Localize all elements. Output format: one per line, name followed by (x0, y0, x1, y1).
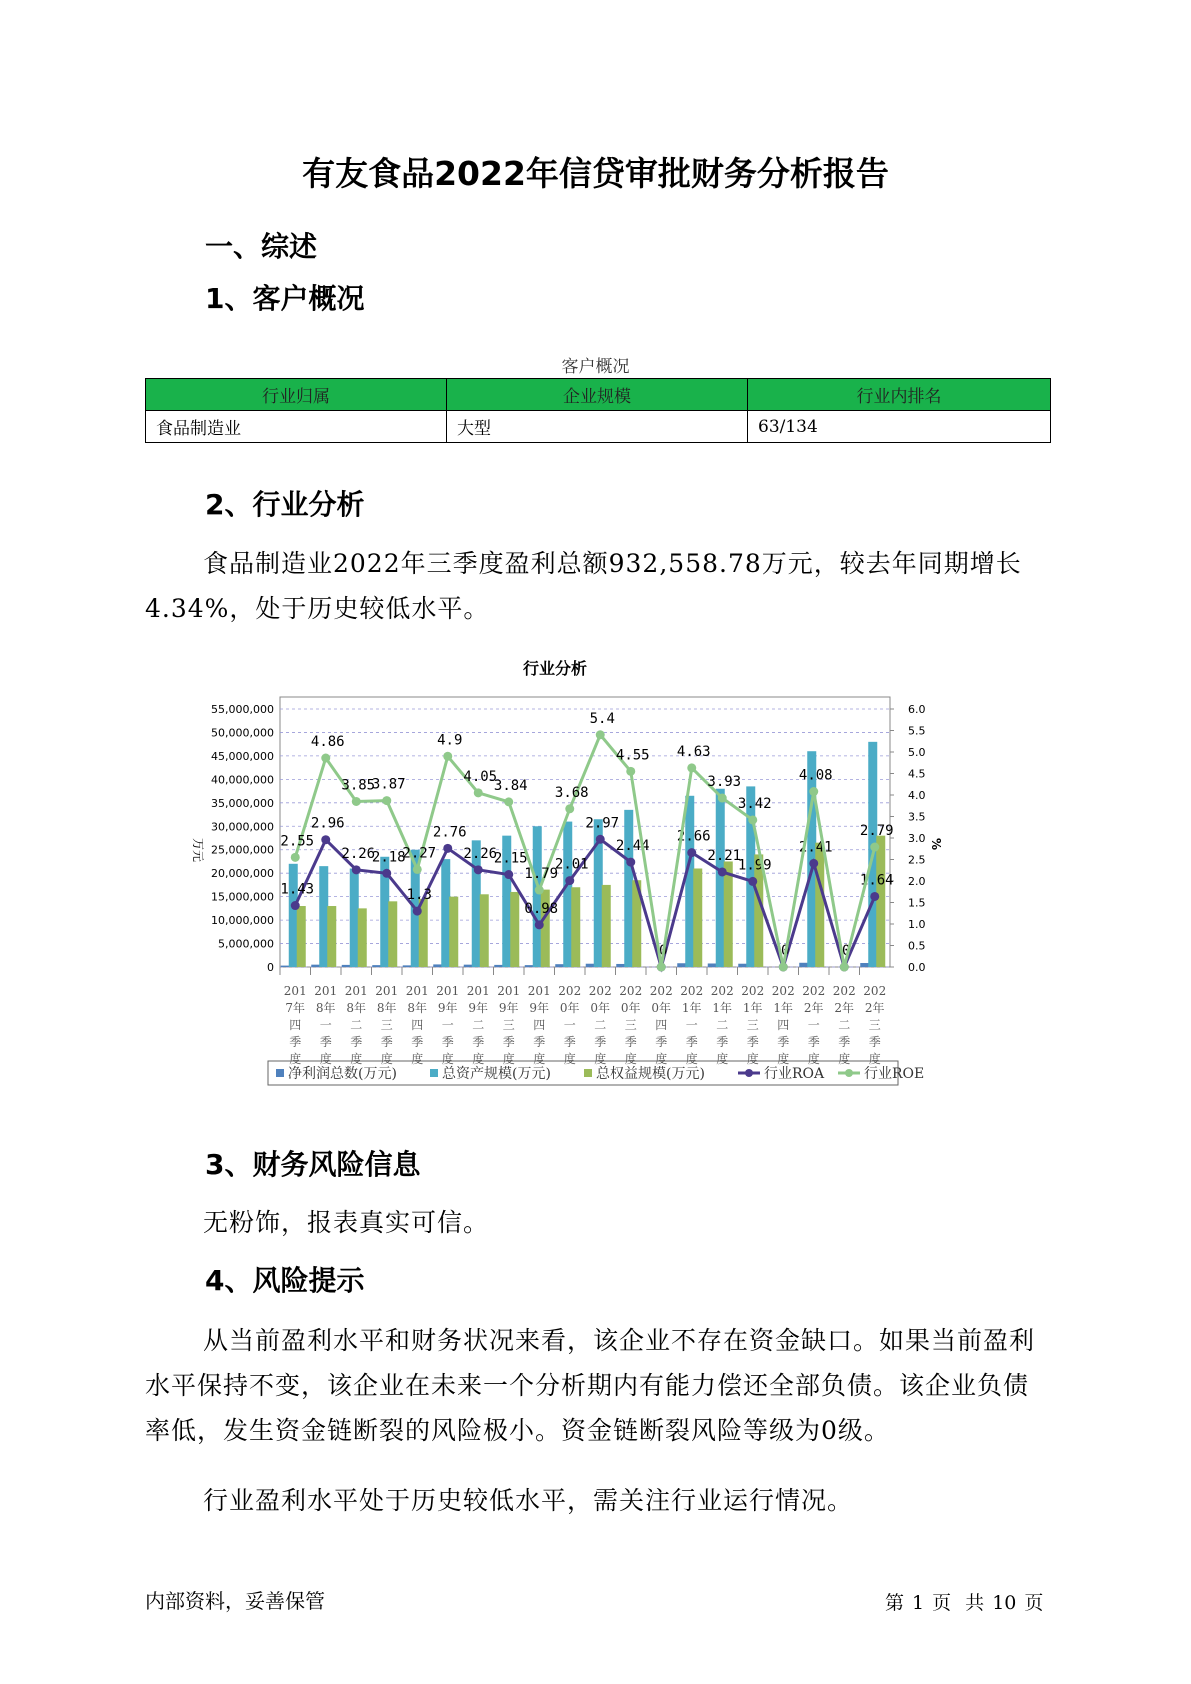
x-tick-label: 2年 (803, 1001, 824, 1015)
table-row (146, 411, 1051, 443)
x-tick-label: 7年 (285, 1001, 306, 1015)
x-tick-label: 二 (472, 1018, 485, 1032)
section-overview-heading: 一、综述 (205, 230, 318, 263)
y-left-tick-label: 20,000,000 (211, 867, 274, 881)
plot-frame (280, 697, 890, 967)
y-left-tick-label: 40,000,000 (211, 773, 274, 787)
section-risk-info-heading: 3、财务风险信息 (205, 1148, 421, 1181)
bar-3 (602, 885, 611, 967)
bar-3 (358, 908, 367, 967)
x-tick-label: 季 (838, 1035, 851, 1049)
y-right-tick-label: 5.5 (908, 724, 926, 738)
customer-info-table (145, 378, 1051, 443)
y-left-tick-label: 0 (267, 961, 274, 974)
x-tick-label: 1年 (742, 1001, 763, 1015)
x-tick-label: 季 (533, 1035, 546, 1049)
footer-confidential: 内部资料，妥善保管 (145, 1589, 325, 1613)
data-point-roe (291, 853, 300, 862)
data-point-roe (504, 797, 513, 806)
x-tick-label: 三 (380, 1018, 393, 1032)
data-point-roa (413, 907, 422, 916)
data-label: 2.44 (615, 838, 650, 855)
y-right-axis-label: % (929, 838, 943, 851)
data-point-roe (474, 788, 483, 797)
x-tick-label: 201 (344, 984, 368, 998)
x-tick-label: 8年 (376, 1001, 397, 1015)
x-tick-label: 度 (289, 1052, 302, 1066)
bar-2 (685, 796, 694, 967)
x-tick-label: 季 (441, 1035, 454, 1049)
x-tick-label: 季 (472, 1035, 485, 1049)
y-right-tick-label: 6.0 (908, 703, 926, 716)
x-tick-label: 0年 (559, 1001, 580, 1015)
x-tick-label: 度 (563, 1052, 576, 1066)
data-point-roe (748, 815, 757, 824)
x-tick-label: 季 (685, 1035, 698, 1049)
bar-2 (563, 822, 572, 967)
x-tick-label: 201 (283, 984, 307, 998)
x-tick-label: 四 (533, 1018, 546, 1032)
data-point-roe (809, 787, 818, 796)
y-right-tick-label: 3.5 (908, 810, 926, 824)
data-point-roe (321, 754, 330, 763)
x-tick-label: 季 (411, 1035, 424, 1049)
x-tick-label: 季 (655, 1035, 668, 1049)
x-tick-label: 季 (807, 1035, 820, 1049)
x-tick-label: 四 (655, 1018, 668, 1032)
x-tick-label: 三 (502, 1018, 515, 1032)
x-tick-label: 度 (533, 1052, 546, 1066)
x-tick-label: 度 (716, 1052, 729, 1066)
x-tick-label: 202 (863, 984, 887, 998)
x-tick-label: 201 (375, 984, 399, 998)
bar-2 (533, 826, 542, 967)
data-label: 4.05 (463, 768, 498, 785)
y-left-tick-label: 10,000,000 (211, 914, 274, 928)
data-point-roe (413, 865, 422, 874)
bar-2 (746, 786, 755, 967)
data-point-roa (321, 835, 330, 844)
x-tick-label: 季 (289, 1035, 302, 1049)
y-right-tick-label: 3.0 (908, 832, 926, 845)
total-label-post: 页 (1024, 1592, 1044, 1614)
section-customer-heading: 1、客户概况 (205, 282, 365, 315)
y-left-tick-label: 30,000,000 (211, 820, 274, 834)
data-label: 0 (842, 943, 851, 959)
x-tick-label: 二 (838, 1018, 851, 1032)
bar-2 (716, 789, 725, 967)
x-tick-label: 201 (497, 984, 521, 998)
x-tick-label: 2年 (864, 1001, 885, 1015)
y-right-tick-label: 5.0 (908, 746, 926, 759)
legend-swatch (276, 1069, 284, 1077)
y-left-tick-label: 15,000,000 (211, 890, 274, 904)
data-label: 2.97 (585, 815, 620, 832)
x-tick-label: 度 (380, 1052, 393, 1066)
chart-title: 行业分析 (522, 659, 588, 678)
data-label: 1.43 (280, 881, 315, 898)
x-tick-label: 四 (411, 1018, 424, 1032)
data-label: 2.79 (859, 823, 894, 840)
bar-1 (799, 963, 808, 967)
data-point-roa (535, 920, 544, 929)
header-rank: 行业内排名 (748, 379, 1051, 411)
legend-swatch (584, 1069, 592, 1077)
x-tick-label: 9年 (468, 1001, 489, 1015)
x-tick-label: 1年 (681, 1001, 702, 1015)
data-label: 5.4 (589, 710, 615, 727)
x-tick-label: 202 (588, 984, 612, 998)
legend-label: 总资产规模(万元) (442, 1066, 551, 1082)
data-point-roa (474, 865, 483, 874)
bar-1 (555, 964, 564, 967)
data-label: 3.84 (493, 777, 528, 794)
data-label: 0.98 (524, 900, 559, 917)
bar-1 (738, 964, 747, 967)
data-point-roe (382, 796, 391, 805)
cell-rank: 63/134 (748, 411, 1051, 443)
x-tick-label: 三 (746, 1018, 759, 1032)
x-tick-label: 202 (619, 984, 643, 998)
data-label: 3.42 (737, 795, 772, 812)
y-left-tick-label: 5,000,000 (218, 937, 274, 951)
table-header-row (146, 379, 1051, 411)
x-tick-label: 度 (350, 1052, 363, 1066)
bar-1 (525, 965, 534, 967)
bar-3 (876, 836, 885, 967)
x-tick-label: 一 (807, 1018, 820, 1032)
x-tick-label: 8年 (315, 1001, 336, 1015)
data-point-roe (596, 730, 605, 739)
cell-size: 大型 (447, 411, 748, 443)
data-point-roa (748, 877, 757, 886)
y-right-tick-label: 2.5 (908, 853, 926, 867)
x-tick-label: 0年 (651, 1001, 672, 1015)
x-tick-label: 度 (838, 1052, 851, 1066)
data-point-roa (352, 865, 361, 874)
x-tick-label: 四 (289, 1018, 302, 1032)
bar-3 (449, 897, 458, 967)
x-tick-label: 度 (777, 1052, 790, 1066)
bar-1 (708, 963, 717, 967)
y-right-tick-label: 4.0 (908, 789, 926, 802)
bar-2 (350, 868, 359, 967)
data-label: 2.96 (310, 815, 345, 832)
industry-chart (180, 655, 960, 1115)
legend-marker (745, 1069, 753, 1077)
data-label: 1.99 (737, 857, 772, 874)
data-point-roa (687, 848, 696, 857)
x-tick-label: 9年 (437, 1001, 458, 1015)
x-tick-label: 二 (350, 1018, 363, 1032)
data-label: 2.01 (554, 856, 589, 873)
data-point-roe (535, 886, 544, 895)
x-tick-label: 一 (685, 1018, 698, 1032)
bar-3 (388, 901, 397, 967)
x-tick-label: 一 (441, 1018, 454, 1032)
risk-tip-paragraph-2: 行业盈利水平处于历史较低水平，需关注行业运行情况。 (203, 1486, 854, 1515)
x-tick-label: 202 (558, 984, 582, 998)
bar-3 (510, 892, 519, 967)
bar-3 (571, 887, 580, 967)
x-tick-label: 201 (314, 984, 338, 998)
data-label: 2.66 (676, 828, 711, 845)
bar-1 (433, 964, 442, 967)
data-point-roa (443, 844, 452, 853)
x-tick-label: 1年 (712, 1001, 733, 1015)
bar-1 (464, 965, 473, 967)
legend-label: 行业ROA (764, 1066, 825, 1082)
header-industry: 行业归属 (146, 379, 447, 411)
x-tick-label: 201 (405, 984, 429, 998)
legend-label: 净利润总数(万元) (288, 1066, 397, 1082)
x-tick-label: 季 (594, 1035, 607, 1049)
report-title: 有友食品2022年信贷审批财务分析报告 (302, 154, 889, 193)
data-point-roa (809, 859, 818, 868)
risk-info-paragraph: 无粉饰，报表真实可信。 (203, 1208, 490, 1237)
x-tick-label: 二 (716, 1018, 729, 1032)
x-tick-label: 0年 (590, 1001, 611, 1015)
data-label: 3.87 (371, 776, 406, 793)
table-caption: 客户概况 (561, 357, 630, 377)
x-tick-label: 8年 (346, 1001, 367, 1015)
legend-label: 总权益规模(万元) (596, 1066, 705, 1082)
y-right-tick-label: 4.5 (908, 767, 926, 781)
page-label-pre: 第 (885, 1592, 905, 1614)
x-tick-label: 度 (807, 1052, 820, 1066)
data-point-roa (718, 867, 727, 876)
page-label-mid: 页 (932, 1592, 952, 1614)
data-label: 2.26 (463, 845, 498, 862)
industry-chart-svg (180, 655, 960, 1115)
data-point-roa (382, 869, 391, 878)
y-right-tick-label: 0.5 (908, 939, 926, 953)
bar-1 (677, 963, 686, 967)
risk-tip-paragraph-1: 从当前盈利水平和财务状况来看，该企业不存在资金缺口。如果当前盈利水平保持不变，该企业在未来一个分析期内有能力偿还全部负债。该企业负债率低，发生资金链断裂的风险极小。资金链断裂风险等级为0级。 (145, 1326, 1036, 1445)
legend-label: 行业ROE (864, 1066, 925, 1082)
data-point-roa (504, 870, 513, 879)
x-tick-label: 0年 (620, 1001, 641, 1015)
data-point-roa (291, 901, 300, 910)
total-num: 10 (992, 1592, 1017, 1614)
bar-2 (624, 810, 633, 967)
x-tick-label: 202 (741, 984, 765, 998)
x-tick-label: 度 (624, 1052, 637, 1066)
x-tick-label: 季 (319, 1035, 332, 1049)
x-tick-label: 四 (777, 1018, 790, 1032)
data-point-roe (443, 752, 452, 761)
bar-1 (281, 966, 290, 967)
x-tick-label: 1年 (773, 1001, 794, 1015)
data-label: 2.76 (432, 824, 467, 841)
x-tick-label: 201 (436, 984, 460, 998)
y-right-tick-label: 0.0 (908, 961, 926, 974)
x-tick-label: 季 (777, 1035, 790, 1049)
y-right-tick-label: 1.5 (908, 896, 926, 910)
x-tick-label: 三 (624, 1018, 637, 1032)
x-tick-label: 三 (868, 1018, 881, 1032)
section-industry-heading: 2、行业分析 (205, 488, 365, 521)
bar-2 (441, 859, 450, 967)
data-point-roe (779, 963, 788, 972)
x-tick-label: 度 (441, 1052, 454, 1066)
bar-3 (724, 861, 733, 967)
y-left-axis-label: 万元 (191, 838, 205, 863)
x-tick-label: 2年 (834, 1001, 855, 1015)
x-tick-label: 202 (680, 984, 704, 998)
x-tick-label: 201 (466, 984, 490, 998)
x-tick-label: 201 (527, 984, 551, 998)
x-tick-label: 一 (319, 1018, 332, 1032)
x-tick-label: 202 (771, 984, 795, 998)
page-num: 1 (912, 1592, 925, 1614)
x-tick-label: 季 (868, 1035, 881, 1049)
y-right-tick-label: 1.0 (908, 918, 926, 931)
data-point-roa (626, 858, 635, 867)
y-left-tick-label: 50,000,000 (211, 726, 274, 740)
total-label-pre: 共 (965, 1592, 985, 1614)
data-label: 1.79 (524, 866, 559, 883)
data-label: 4.9 (437, 732, 463, 749)
x-tick-label: 季 (380, 1035, 393, 1049)
data-point-roe (626, 767, 635, 776)
bar-1 (586, 964, 595, 967)
legend-marker (845, 1069, 853, 1077)
x-tick-label: 度 (746, 1052, 759, 1066)
data-label: 2.18 (371, 849, 406, 866)
x-tick-label: 202 (710, 984, 734, 998)
data-point-roe (718, 794, 727, 803)
y-left-tick-label: 35,000,000 (211, 796, 274, 810)
legend-swatch (430, 1069, 438, 1077)
x-tick-label: 202 (832, 984, 856, 998)
x-tick-label: 季 (563, 1035, 576, 1049)
x-tick-label: 度 (594, 1052, 607, 1066)
bar-1 (860, 963, 869, 967)
bar-3 (327, 906, 336, 967)
x-tick-label: 度 (655, 1052, 668, 1066)
data-point-roa (870, 892, 879, 901)
x-tick-label: 季 (746, 1035, 759, 1049)
x-tick-label: 9年 (529, 1001, 550, 1015)
data-label: 2.21 (707, 847, 742, 864)
y-right-tick-label: 2.0 (908, 875, 926, 888)
x-tick-label: 度 (411, 1052, 424, 1066)
data-label: 0 (659, 943, 668, 959)
data-point-roe (565, 804, 574, 813)
x-tick-label: 度 (685, 1052, 698, 1066)
data-label: 1.64 (859, 872, 894, 889)
x-tick-label: 度 (868, 1052, 881, 1066)
bar-2 (319, 866, 328, 967)
data-label: 2.27 (402, 845, 437, 862)
data-label: 2.55 (280, 833, 315, 850)
bar-1 (372, 965, 381, 967)
x-tick-label: 度 (319, 1052, 332, 1066)
data-point-roe (352, 797, 361, 806)
data-label: 2.41 (798, 839, 833, 856)
data-label: 2.26 (341, 845, 376, 862)
bar-1 (616, 964, 625, 967)
data-point-roe (687, 763, 696, 772)
x-tick-label: 202 (649, 984, 673, 998)
bar-3 (693, 868, 702, 967)
y-left-tick-label: 25,000,000 (211, 843, 274, 857)
header-size: 企业规模 (447, 379, 748, 411)
data-label: 3.93 (707, 774, 742, 791)
x-tick-label: 季 (350, 1035, 363, 1049)
footer-page-number (885, 1588, 1051, 1615)
y-left-tick-label: 55,000,000 (211, 703, 274, 716)
data-point-roa (565, 876, 574, 885)
x-tick-label: 二 (594, 1018, 607, 1032)
industry-paragraph: 食品制造业2022年三季度盈利总额932,558.78万元，较去年同期增长4.34%，处于历史较低水平。 (145, 549, 1022, 623)
data-label: 3.85 (341, 777, 376, 794)
data-point-roe (870, 843, 879, 852)
data-label: 4.86 (310, 734, 345, 751)
data-point-roe (657, 963, 666, 972)
data-label: 4.55 (615, 747, 650, 764)
x-tick-label: 季 (624, 1035, 637, 1049)
x-tick-label: 9年 (498, 1001, 519, 1015)
cell-industry: 食品制造业 (146, 411, 447, 443)
x-tick-label: 季 (716, 1035, 729, 1049)
data-label: 1.3 (406, 887, 432, 904)
x-tick-label: 202 (802, 984, 826, 998)
data-point-roe (840, 963, 849, 972)
bar-2 (289, 864, 298, 967)
bar-3 (480, 894, 489, 967)
data-point-roa (596, 835, 605, 844)
y-left-tick-label: 45,000,000 (211, 749, 274, 763)
data-label: 0 (781, 943, 790, 959)
bar-1 (342, 965, 351, 967)
data-label: 4.63 (676, 743, 711, 760)
x-tick-label: 季 (502, 1035, 515, 1049)
bar-1 (403, 965, 412, 967)
data-label: 3.68 (554, 784, 589, 801)
x-tick-label: 一 (563, 1018, 576, 1032)
bar-3 (297, 906, 306, 967)
bar-1 (311, 965, 320, 967)
data-label: 2.15 (493, 850, 528, 867)
data-label: 4.08 (798, 767, 833, 784)
x-tick-label: 度 (502, 1052, 515, 1066)
x-tick-label: 度 (472, 1052, 485, 1066)
section-risk-tip-heading: 4、风险提示 (205, 1264, 365, 1297)
bar-1 (494, 965, 503, 967)
x-tick-label: 8年 (407, 1001, 428, 1015)
